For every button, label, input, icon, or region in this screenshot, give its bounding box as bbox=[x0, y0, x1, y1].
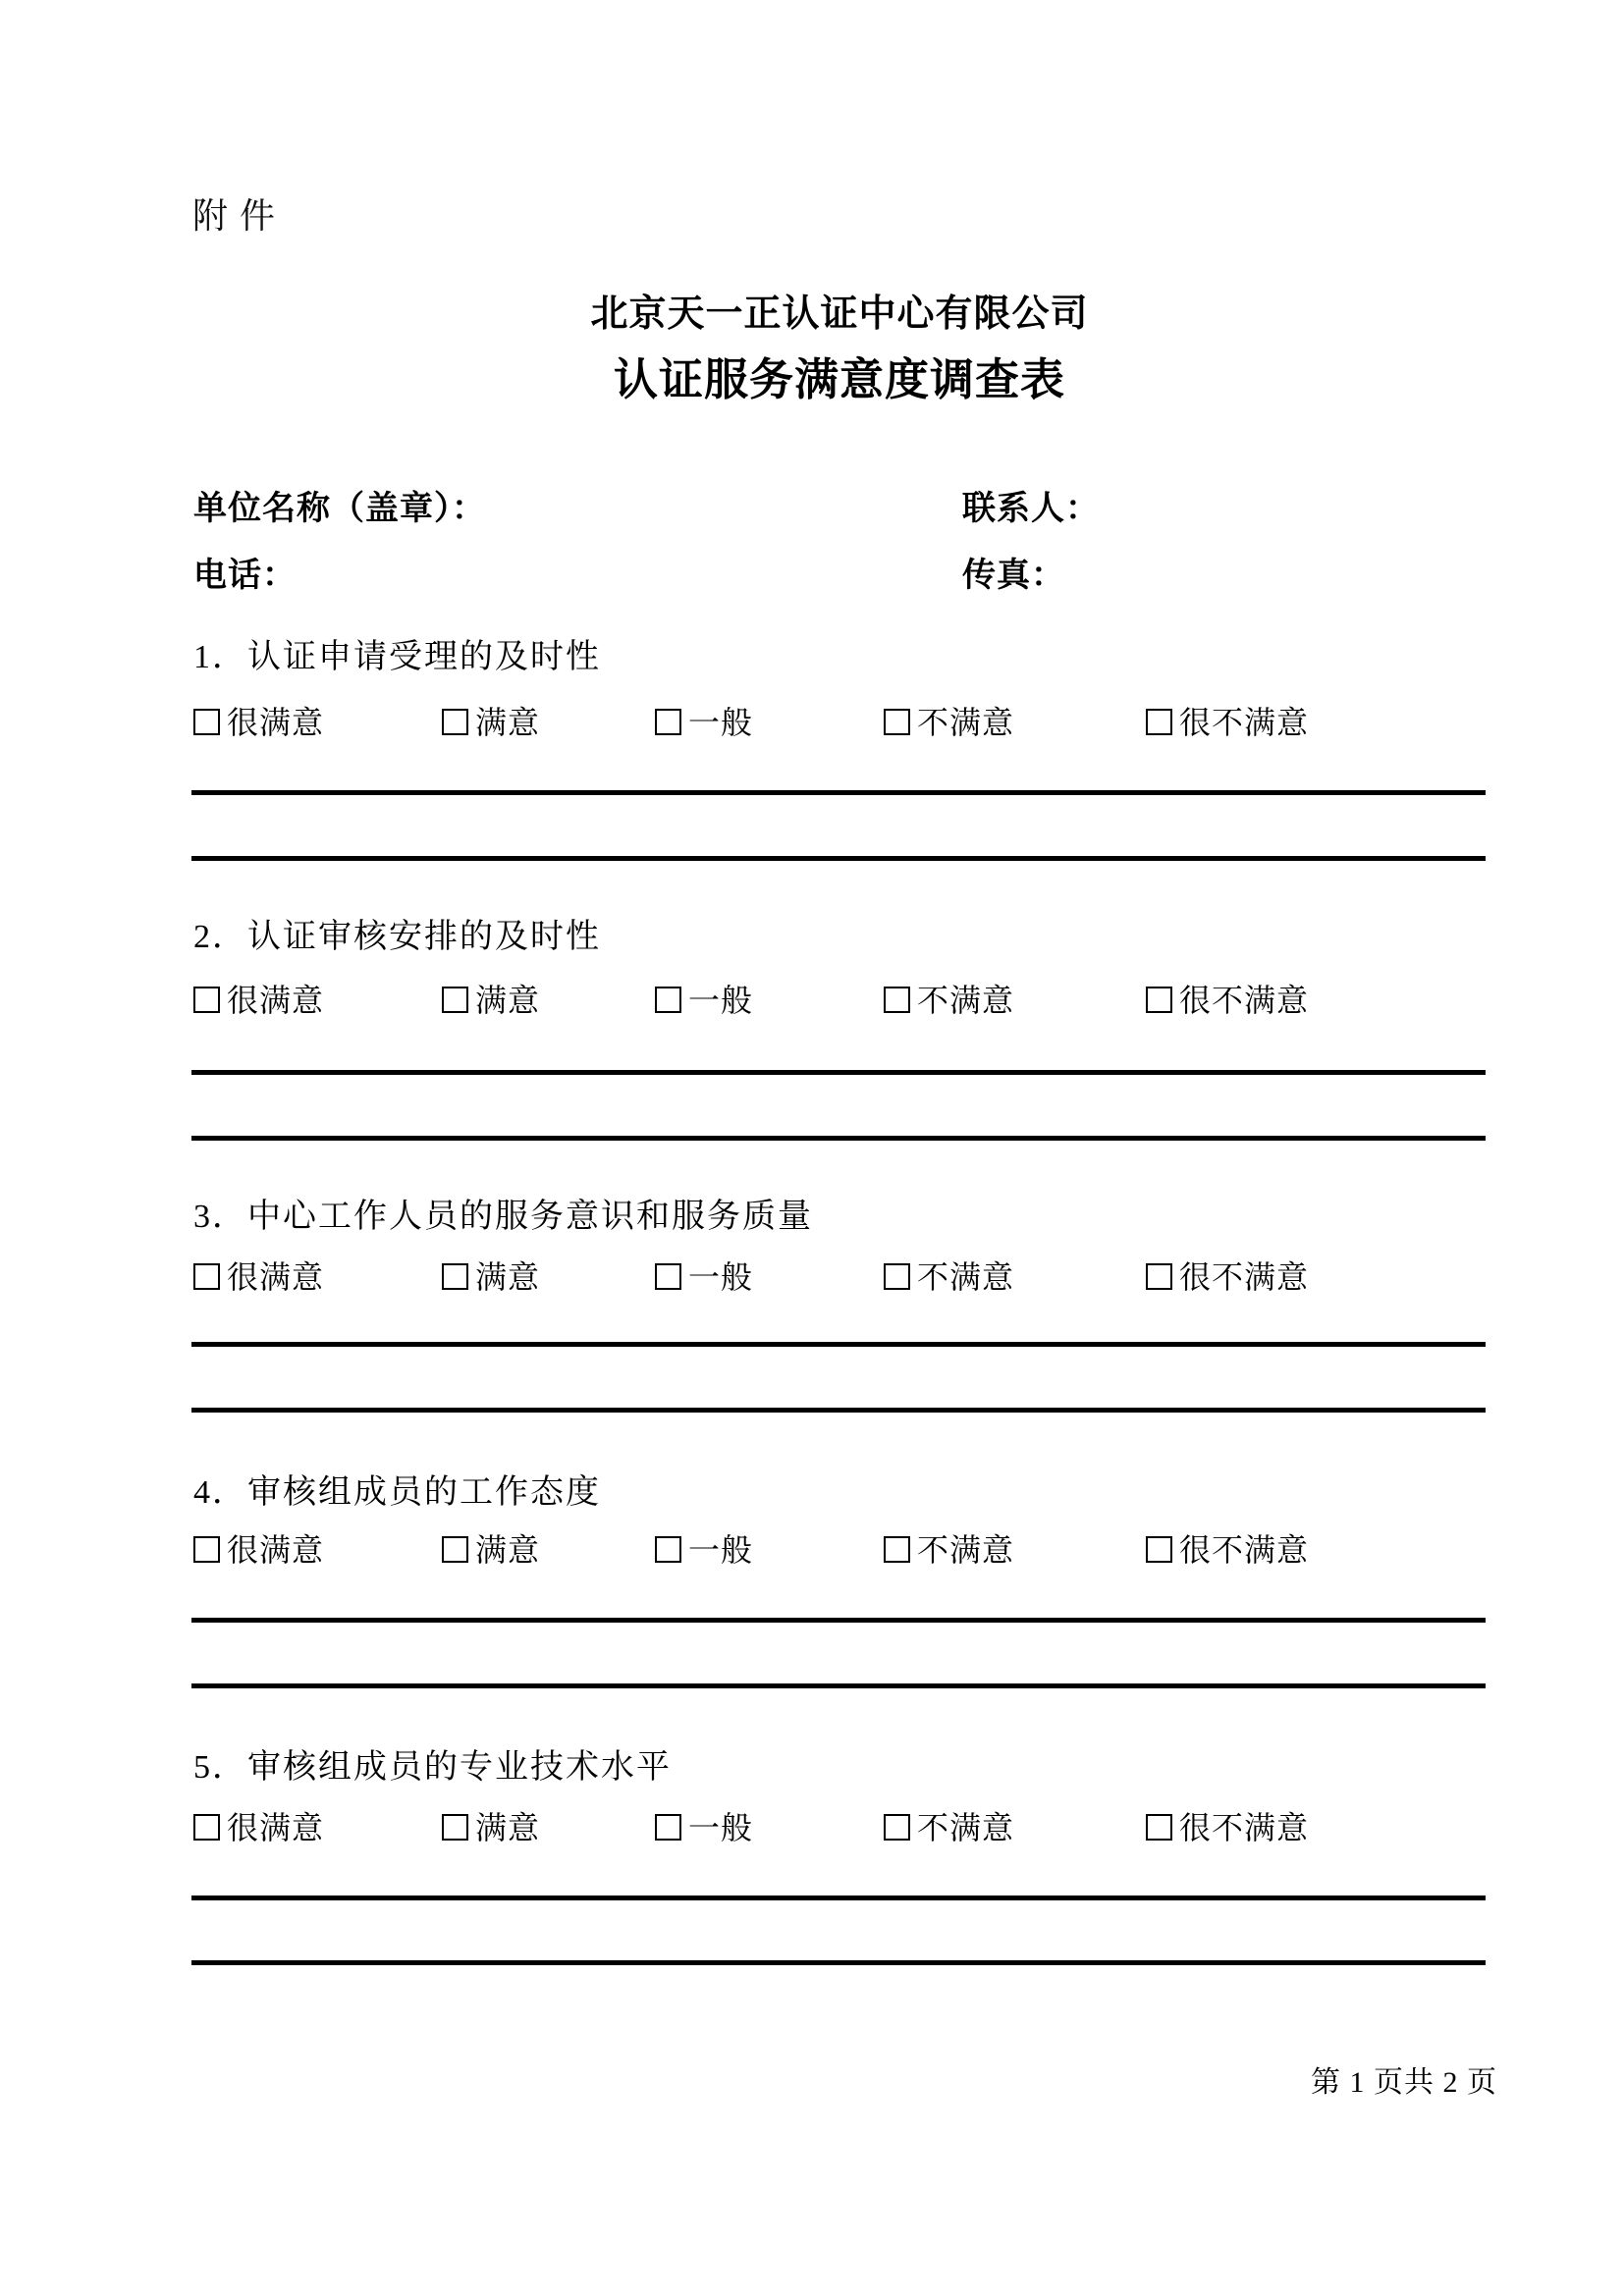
page-number: 第 1 页共 2 页 bbox=[1311, 2066, 1497, 2099]
option-very-satisfied bbox=[193, 1803, 324, 1848]
checkbox-icon bbox=[884, 1814, 910, 1841]
question-5-title: 5．审核组成员的专业技术水平 bbox=[193, 1749, 672, 1786]
option-label: 很满意 bbox=[227, 1259, 325, 1295]
question-3-title: 3．中心工作人员的服务意识和服务质量 bbox=[193, 1199, 813, 1235]
option-neutral bbox=[655, 698, 753, 743]
option-label: 一般 bbox=[688, 1810, 754, 1845]
option-very-satisfied bbox=[193, 976, 324, 1021]
option-label: 很满意 bbox=[227, 1532, 325, 1568]
option-label: 很不满意 bbox=[1179, 983, 1310, 1018]
answer-line bbox=[191, 790, 1486, 795]
answer-line bbox=[191, 1618, 1486, 1623]
attachment-label: 附件 bbox=[192, 196, 288, 236]
option-label: 很满意 bbox=[227, 1810, 325, 1845]
checkbox-icon bbox=[884, 1536, 910, 1563]
option-label: 很不满意 bbox=[1179, 1532, 1310, 1568]
checkbox-icon bbox=[1146, 1814, 1172, 1841]
option-satisfied bbox=[442, 698, 540, 743]
option-label: 很不满意 bbox=[1179, 1259, 1310, 1295]
checkbox-icon bbox=[655, 709, 681, 735]
checkbox-icon bbox=[655, 1263, 681, 1290]
checkbox-icon bbox=[884, 709, 910, 735]
option-label: 不满意 bbox=[917, 1810, 1015, 1845]
question-2-options bbox=[193, 976, 1499, 1018]
option-label: 很满意 bbox=[227, 983, 325, 1018]
option-neutral bbox=[655, 1525, 753, 1571]
contact-person-label: 联系人： bbox=[962, 491, 1100, 527]
checkbox-icon bbox=[442, 1263, 468, 1290]
option-neutral bbox=[655, 1253, 753, 1298]
option-label: 很满意 bbox=[227, 705, 325, 740]
checkbox-icon bbox=[1146, 987, 1172, 1013]
option-label: 满意 bbox=[475, 983, 541, 1018]
option-very-unsatisfied bbox=[1146, 1803, 1309, 1848]
unit-name-label: 单位名称（盖章）： bbox=[193, 491, 486, 527]
question-2-title: 2．认证审核安排的及时性 bbox=[193, 919, 601, 955]
option-very-unsatisfied bbox=[1146, 1253, 1309, 1298]
answer-line bbox=[191, 1342, 1486, 1347]
option-label: 很不满意 bbox=[1179, 705, 1310, 740]
option-label: 不满意 bbox=[917, 1259, 1015, 1295]
company-title: 北京天一正认证中心有限公司 bbox=[590, 294, 1089, 335]
option-label: 不满意 bbox=[917, 1532, 1015, 1568]
checkbox-icon bbox=[655, 1536, 681, 1563]
checkbox-icon bbox=[884, 987, 910, 1013]
option-label: 一般 bbox=[688, 705, 754, 740]
answer-line bbox=[191, 1408, 1486, 1413]
fax-label: 传真： bbox=[962, 558, 1065, 594]
checkbox-icon bbox=[193, 987, 220, 1013]
option-unsatisfied bbox=[884, 1525, 1014, 1571]
option-very-unsatisfied bbox=[1146, 976, 1309, 1021]
option-neutral bbox=[655, 976, 753, 1021]
checkbox-icon bbox=[655, 987, 681, 1013]
checkbox-icon bbox=[193, 1814, 220, 1841]
option-unsatisfied bbox=[884, 1253, 1014, 1298]
answer-line bbox=[191, 856, 1486, 861]
checkbox-icon bbox=[655, 1814, 681, 1841]
question-5-options bbox=[193, 1803, 1499, 1845]
question-1-options bbox=[193, 698, 1499, 740]
option-label: 不满意 bbox=[917, 983, 1015, 1018]
option-label: 一般 bbox=[688, 983, 754, 1018]
option-satisfied bbox=[442, 976, 540, 1021]
checkbox-icon bbox=[442, 1536, 468, 1563]
checkbox-icon bbox=[884, 1263, 910, 1290]
option-unsatisfied bbox=[884, 976, 1014, 1021]
phone-label: 电话： bbox=[193, 558, 297, 594]
option-satisfied bbox=[442, 1803, 540, 1848]
option-unsatisfied bbox=[884, 1803, 1014, 1848]
checkbox-icon bbox=[442, 987, 468, 1013]
checkbox-icon bbox=[193, 1536, 220, 1563]
option-label: 满意 bbox=[475, 1259, 541, 1295]
option-label: 一般 bbox=[688, 1259, 754, 1295]
question-4-title: 4．审核组成员的工作态度 bbox=[193, 1474, 601, 1511]
option-very-unsatisfied bbox=[1146, 1525, 1309, 1571]
checkbox-icon bbox=[193, 709, 220, 735]
checkbox-icon bbox=[442, 709, 468, 735]
checkbox-icon bbox=[193, 1263, 220, 1290]
option-very-satisfied bbox=[193, 698, 324, 743]
option-very-satisfied bbox=[193, 1253, 324, 1298]
option-label: 不满意 bbox=[917, 705, 1015, 740]
checkbox-icon bbox=[1146, 1263, 1172, 1290]
option-satisfied bbox=[442, 1525, 540, 1571]
answer-line bbox=[191, 1136, 1486, 1141]
checkbox-icon bbox=[442, 1814, 468, 1841]
form-title: 认证服务满意度调查表 bbox=[613, 354, 1065, 404]
checkbox-icon bbox=[1146, 1536, 1172, 1563]
option-very-satisfied bbox=[193, 1525, 324, 1571]
option-label: 很不满意 bbox=[1179, 1810, 1310, 1845]
answer-line bbox=[191, 1683, 1486, 1688]
option-label: 满意 bbox=[475, 705, 541, 740]
question-3-options bbox=[193, 1253, 1499, 1295]
answer-line bbox=[191, 1960, 1486, 1965]
answer-line bbox=[191, 1896, 1486, 1900]
option-label: 满意 bbox=[475, 1810, 541, 1845]
option-label: 满意 bbox=[475, 1532, 541, 1568]
answer-line bbox=[191, 1070, 1486, 1075]
option-very-unsatisfied bbox=[1146, 698, 1309, 743]
question-4-options bbox=[193, 1525, 1499, 1568]
option-satisfied bbox=[442, 1253, 540, 1298]
option-label: 一般 bbox=[688, 1532, 754, 1568]
checkbox-icon bbox=[1146, 709, 1172, 735]
question-1-title: 1．认证申请受理的及时性 bbox=[193, 639, 601, 675]
option-neutral bbox=[655, 1803, 753, 1848]
option-unsatisfied bbox=[884, 698, 1014, 743]
